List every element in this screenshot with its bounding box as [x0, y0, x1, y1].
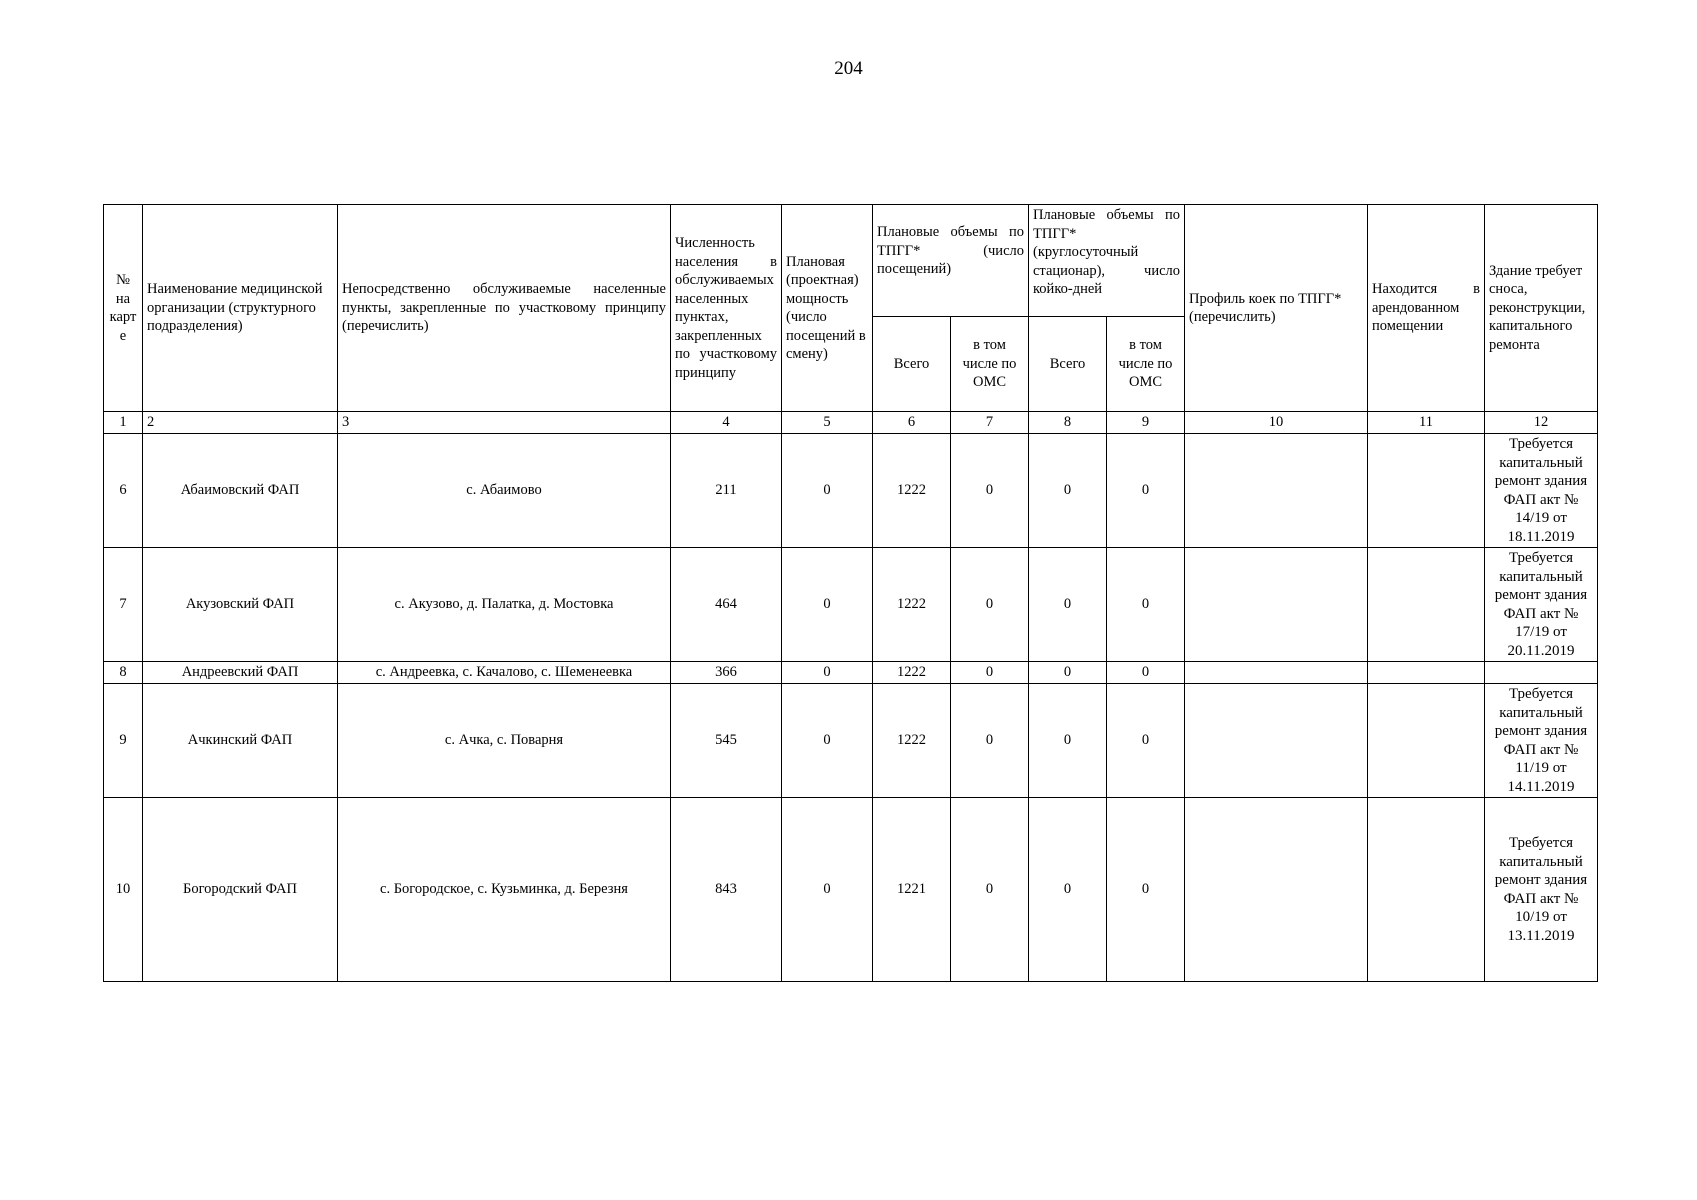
header-rented: Находится в арендованном помещении [1368, 205, 1485, 412]
cell-num: 10 [104, 798, 143, 982]
header-population: Численность населения в обслуживаемых населенных пунктах, закрепленных по участковому принципу [671, 205, 782, 412]
column-number: 4 [671, 412, 782, 434]
header-visits-group: Плановые объемы по ТПГГ* (число посещений) [873, 205, 1029, 317]
cell-visits-oms: 0 [951, 798, 1029, 982]
cell-num: 6 [104, 434, 143, 548]
cell-num: 9 [104, 684, 143, 798]
facilities-table [103, 204, 1598, 982]
column-number: 5 [782, 412, 873, 434]
cell-profile [1185, 684, 1368, 798]
cell-rented [1368, 798, 1485, 982]
cell-building-note: Требуется капитальный ремонт здания ФАП акт № 10/19 от 13.11.2019 [1485, 798, 1598, 982]
cell-rented [1368, 684, 1485, 798]
cell-visits-oms: 0 [951, 684, 1029, 798]
cell-points: с. Абаимово [338, 434, 671, 548]
cell-population: 211 [671, 434, 782, 548]
cell-visits-oms: 0 [951, 434, 1029, 548]
cell-population: 843 [671, 798, 782, 982]
cell-visits-oms: 0 [951, 548, 1029, 662]
header-beds-total: Всего [1029, 317, 1107, 412]
cell-beds-oms: 0 [1107, 684, 1185, 798]
table-row [104, 548, 1598, 662]
cell-capacity: 0 [782, 434, 873, 548]
cell-beds-total: 0 [1029, 798, 1107, 982]
cell-profile [1185, 548, 1368, 662]
cell-capacity: 0 [782, 684, 873, 798]
cell-beds-oms: 0 [1107, 798, 1185, 982]
cell-beds-oms: 0 [1107, 434, 1185, 548]
column-number: 8 [1029, 412, 1107, 434]
header-capacity: Плановая (проектная) мощность (число посещений в смену) [782, 205, 873, 412]
cell-points: с. Богородское, с. Кузьминка, д. Березня [338, 798, 671, 982]
cell-name: Богородский ФАП [143, 798, 338, 982]
column-number: 1 [104, 412, 143, 434]
cell-points: с. Акузово, д. Палатка, д. Мостовка [338, 548, 671, 662]
cell-name: Абаимовский ФАП [143, 434, 338, 548]
cell-profile [1185, 434, 1368, 548]
cell-beds-oms: 0 [1107, 662, 1185, 684]
table-row [104, 434, 1598, 548]
cell-name: Андреевский ФАП [143, 662, 338, 684]
cell-beds-total: 0 [1029, 684, 1107, 798]
cell-visits-total: 1221 [873, 798, 951, 982]
header-num: № на карте [104, 205, 143, 412]
cell-num: 8 [104, 662, 143, 684]
header-inpatient-group: Плановые объемы по ТПГГ* (круглосуточный стационар), число койко-дней [1029, 205, 1185, 317]
cell-name: Ачкинский ФАП [143, 684, 338, 798]
column-number: 3 [338, 412, 671, 434]
cell-beds-oms: 0 [1107, 548, 1185, 662]
column-number: 6 [873, 412, 951, 434]
header-visits-oms: в том числе по ОМС [951, 317, 1029, 412]
cell-building-note: Требуется капитальный ремонт здания ФАП акт № 14/19 от 18.11.2019 [1485, 434, 1598, 548]
cell-visits-total: 1222 [873, 548, 951, 662]
cell-beds-total: 0 [1029, 434, 1107, 548]
cell-profile [1185, 798, 1368, 982]
cell-visits-total: 1222 [873, 434, 951, 548]
column-number-row [104, 412, 1598, 434]
cell-name: Акузовский ФАП [143, 548, 338, 662]
header-visits-total: Всего [873, 317, 951, 412]
header-beds-profile: Профиль коек по ТПГГ* (перечислить) [1185, 205, 1368, 412]
column-number: 11 [1368, 412, 1485, 434]
table-row [104, 798, 1598, 982]
header-row [104, 205, 1598, 317]
cell-points: с. Андреевка, с. Качалово, с. Шеменеевка [338, 662, 671, 684]
cell-capacity: 0 [782, 548, 873, 662]
cell-points: с. Ачка, с. Поварня [338, 684, 671, 798]
header-name: Наименование медицинской организации (структурного подразделения) [143, 205, 338, 412]
header-points: Непосредственно обслуживаемые населенные пункты, закрепленные по участковому принципу (перечислить) [338, 205, 671, 412]
column-number: 2 [143, 412, 338, 434]
cell-profile [1185, 662, 1368, 684]
cell-rented [1368, 548, 1485, 662]
cell-capacity: 0 [782, 798, 873, 982]
column-number: 9 [1107, 412, 1185, 434]
cell-building-note: Требуется капитальный ремонт здания ФАП акт № 11/19 от 14.11.2019 [1485, 684, 1598, 798]
cell-rented [1368, 662, 1485, 684]
cell-num: 7 [104, 548, 143, 662]
header-building: Здание требует сноса, реконструкции, капитального ремонта [1485, 205, 1598, 412]
column-number: 10 [1185, 412, 1368, 434]
cell-visits-total: 1222 [873, 662, 951, 684]
table-row [104, 662, 1598, 684]
column-number: 12 [1485, 412, 1598, 434]
cell-beds-total: 0 [1029, 548, 1107, 662]
cell-population: 545 [671, 684, 782, 798]
cell-building-note [1485, 662, 1598, 684]
cell-beds-total: 0 [1029, 662, 1107, 684]
cell-building-note: Требуется капитальный ремонт здания ФАП акт № 17/19 от 20.11.2019 [1485, 548, 1598, 662]
table-row [104, 684, 1598, 798]
header-beds-oms: в том числе по ОМС [1107, 317, 1185, 412]
cell-rented [1368, 434, 1485, 548]
page-number: 204 [834, 58, 863, 79]
column-number: 7 [951, 412, 1029, 434]
cell-population: 366 [671, 662, 782, 684]
cell-capacity: 0 [782, 662, 873, 684]
cell-visits-total: 1222 [873, 684, 951, 798]
cell-population: 464 [671, 548, 782, 662]
cell-visits-oms: 0 [951, 662, 1029, 684]
